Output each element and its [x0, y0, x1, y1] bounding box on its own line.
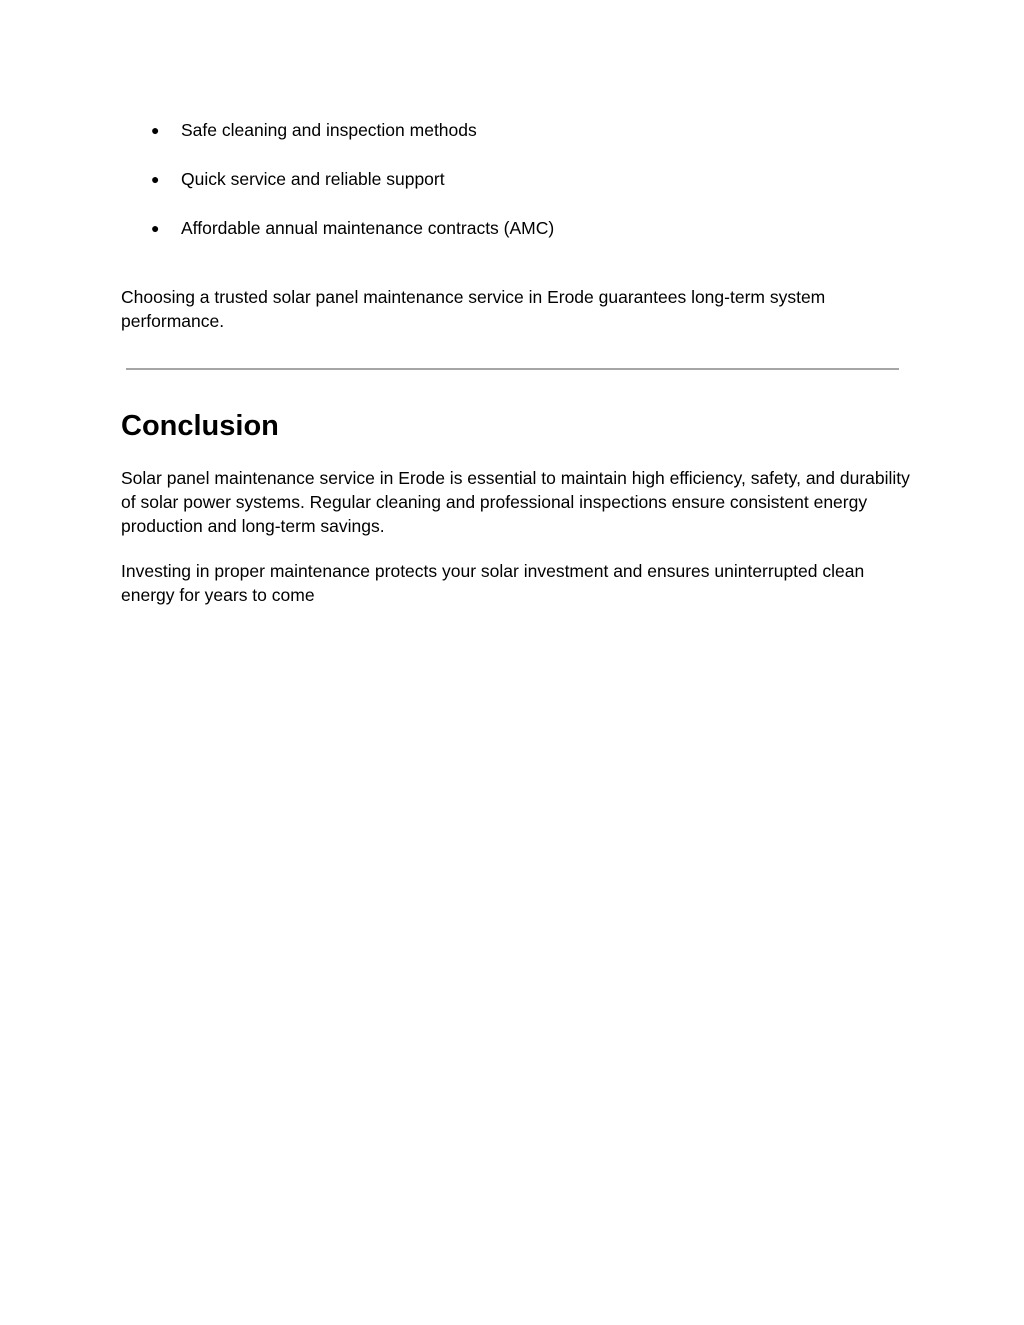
- conclusion-paragraph-2: Investing in proper maintenance protects your solar investment and ensures uninterrupted clean energy for years to come: [121, 561, 865, 605]
- conclusion-paragraph-1: Solar panel maintenance service in Erode is essential to maintain high efficiency, safety, and durability of solar power systems. Regular cleaning and professional inspections ensure consistent energy production and long-term savings.: [121, 468, 910, 536]
- bullet-item: [121, 118, 911, 142]
- bullet-text: Quick service and reliable support: [181, 169, 445, 189]
- document-content: [121, 118, 911, 605]
- benefits-bullet-list: [121, 118, 911, 240]
- bullet-dot-icon: ●: [151, 122, 160, 138]
- bullet-text: Safe cleaning and inspection methods: [181, 120, 477, 140]
- bullet-dot-icon: ●: [151, 171, 160, 187]
- bullet-text: Affordable annual maintenance contracts (AMC): [181, 218, 555, 238]
- bullet-item: [121, 167, 911, 191]
- horizontal-divider: [126, 368, 899, 370]
- bullet-dot-icon: ●: [151, 220, 160, 236]
- choosing-paragraph: Choosing a trusted solar panel maintenance service in Erode guarantees long-term system performance.: [121, 287, 826, 331]
- bullet-item: [121, 216, 911, 240]
- conclusion-heading: Conclusion: [121, 410, 279, 442]
